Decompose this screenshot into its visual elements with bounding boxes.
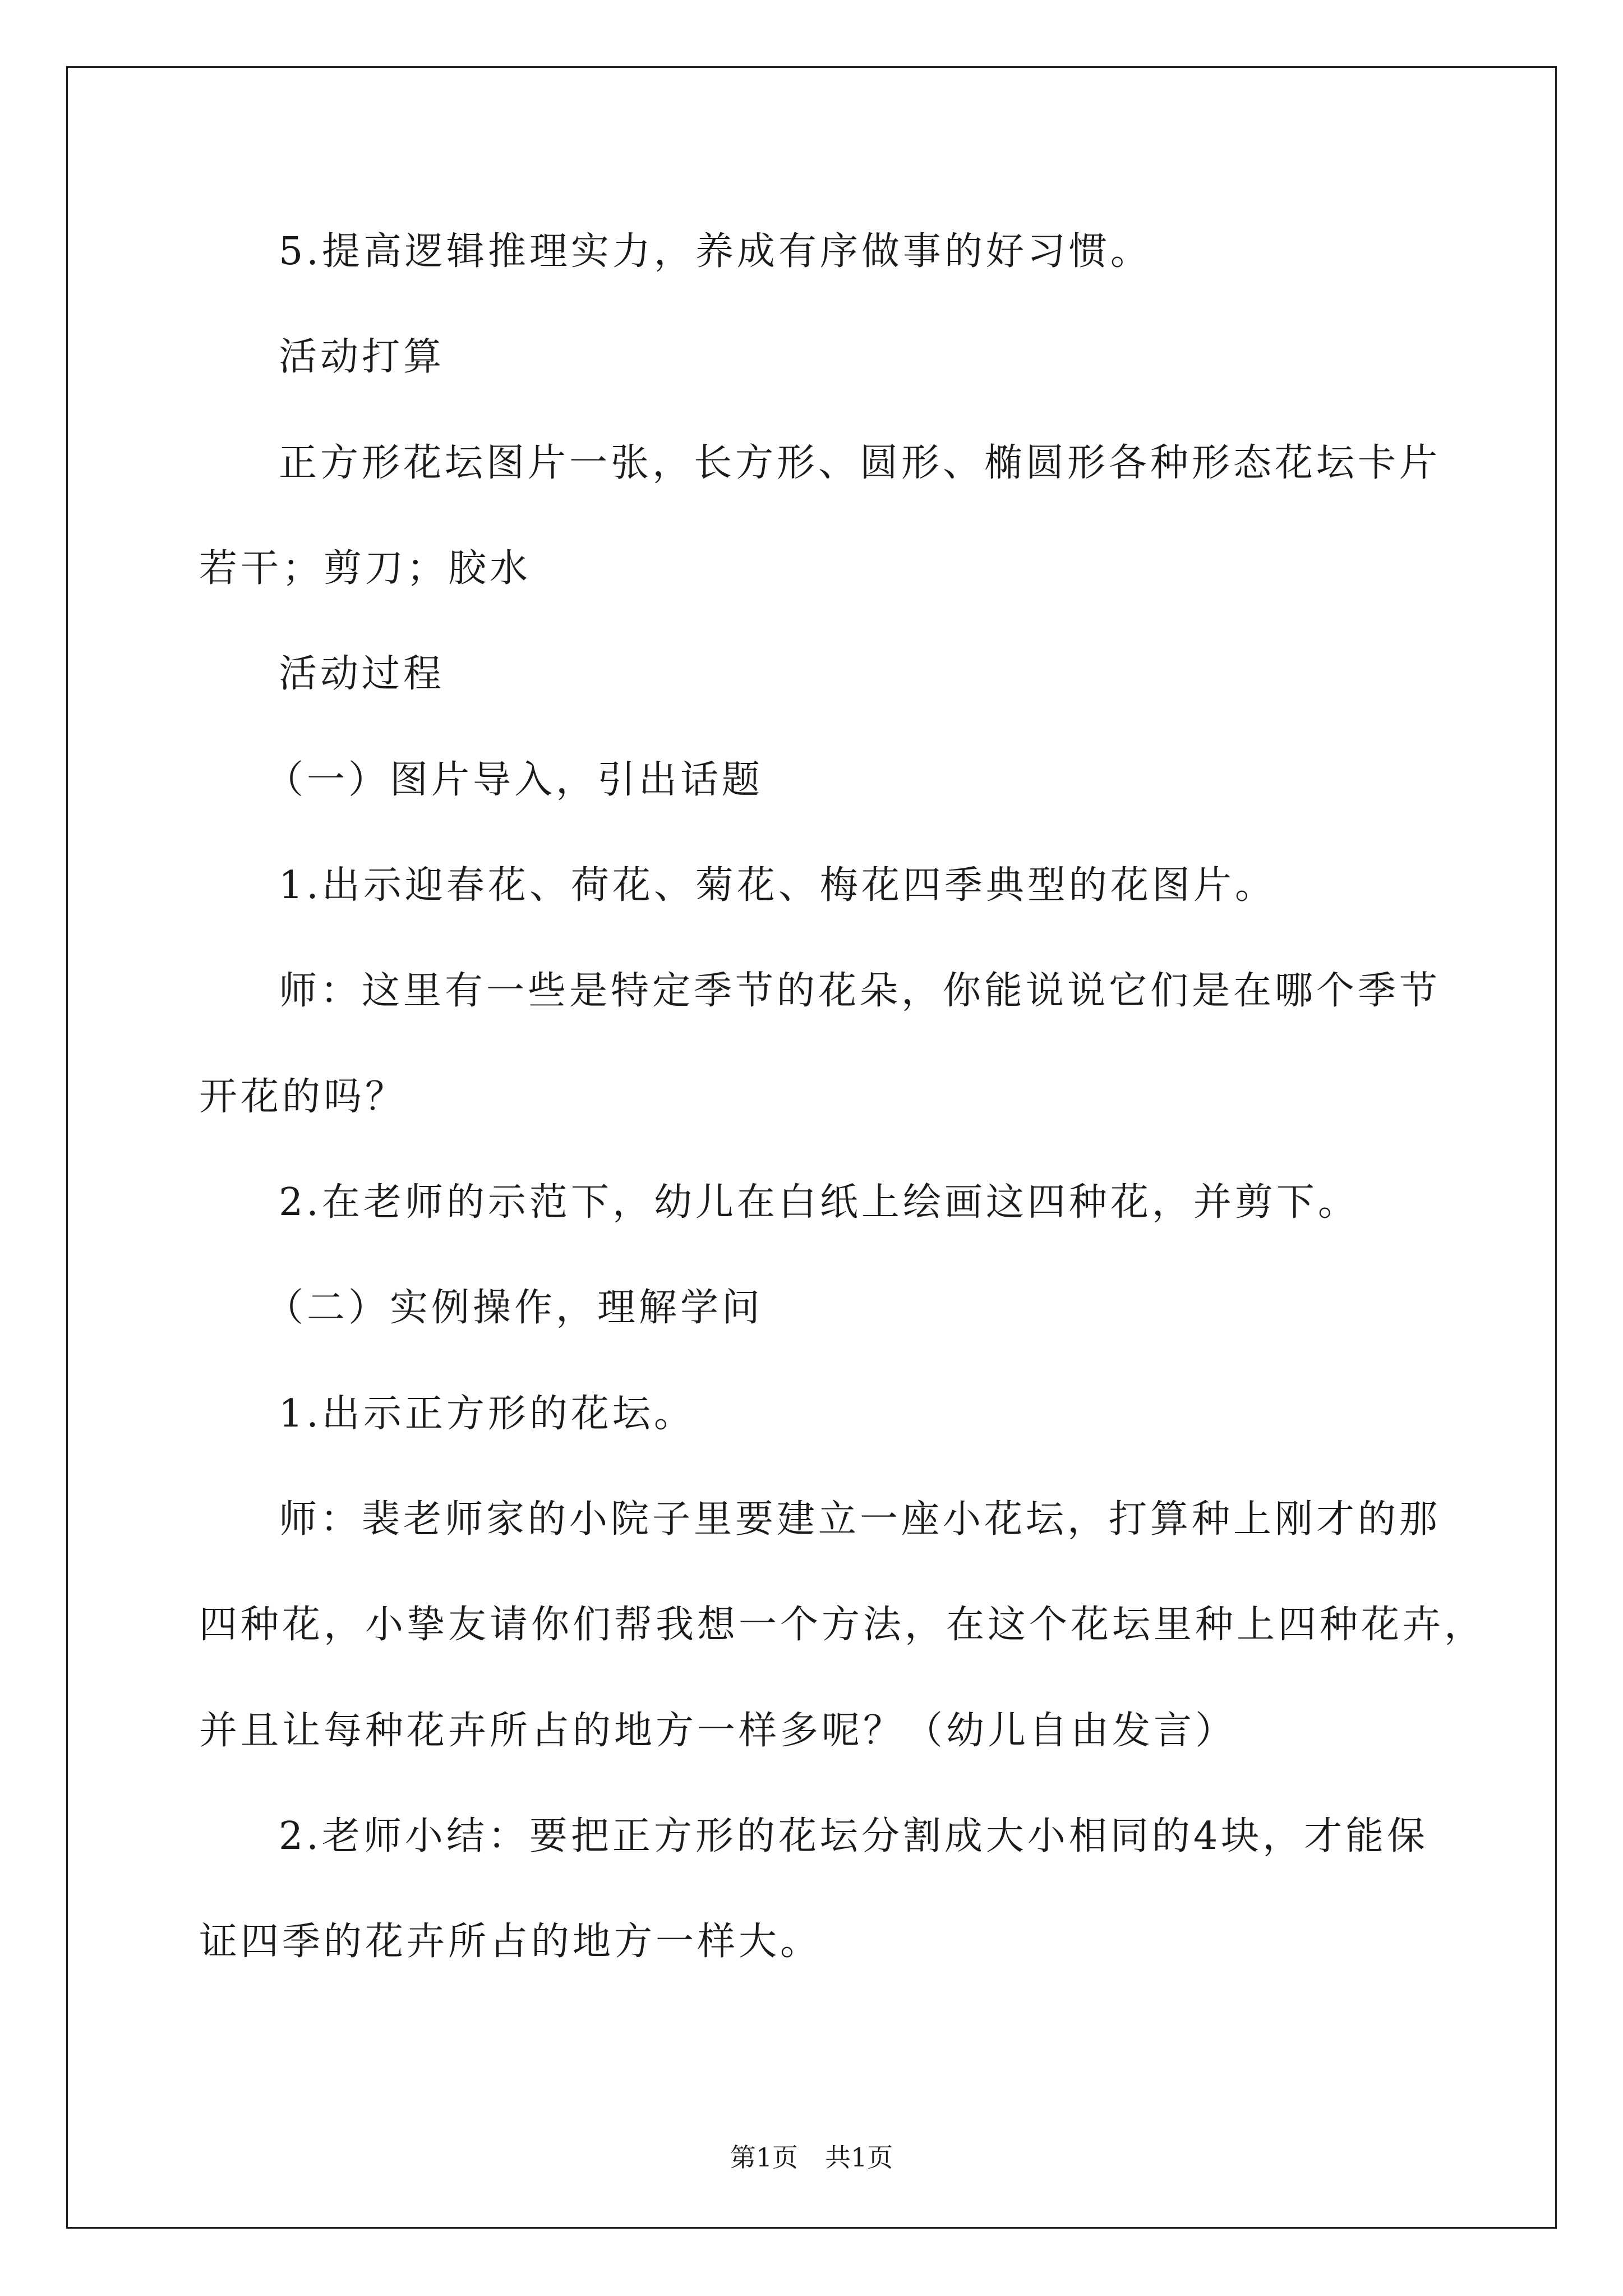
- subsection-heading: （二）实例操作，理解学问: [265, 1286, 764, 1330]
- text-line: 5.提高逻辑推理实力，养成有序做事的好习惯。: [279, 229, 1152, 274]
- text-line: 四种花，小挚友请你们帮我想一个方法，在这个花坛里种上四种花卉，: [199, 1603, 1486, 1647]
- text-line: 正方形花坛图片一张，长方形、圆形、椭圆形各种形态花坛卡片: [279, 441, 1441, 485]
- page-footer: [0, 2142, 1623, 2173]
- section-heading: 活动打算: [279, 335, 445, 379]
- text-line: 2.老师小结：要把正方形的花坛分割成大小相同的4块，才能保: [279, 1814, 1429, 1858]
- page-number: 第1页: [730, 2142, 798, 2173]
- text-line: 2.在老师的示范下，幼儿在白纸上绘画这四种花，并剪下。: [279, 1180, 1359, 1225]
- subsection-heading: （一）图片导入，引出话题: [265, 758, 764, 802]
- text-line: 证四季的花卉所占的地方一样大。: [199, 1920, 822, 1964]
- page-total: 共1页: [825, 2142, 893, 2173]
- text-line: 开花的吗？: [199, 1075, 407, 1119]
- text-line: 师：这里有一些是特定季节的花朵，你能说说它们是在哪个季节: [279, 969, 1441, 1013]
- text-line: 若干；剪刀；胶水: [199, 546, 532, 591]
- section-heading: 活动过程: [279, 652, 445, 696]
- text-line: 并且让每种花卉所占的地方一样多呢？（幼儿自由发言）: [199, 1709, 1237, 1753]
- text-line: 1.出示迎春花、荷花、菊花、梅花四季典型的花图片。: [279, 863, 1276, 908]
- text-line: 师：裴老师家的小院子里要建立一座小花坛，打算种上刚才的那: [279, 1497, 1441, 1542]
- page-border: [66, 66, 1557, 2229]
- text-line: 1.出示正方形的花坛。: [279, 1392, 695, 1436]
